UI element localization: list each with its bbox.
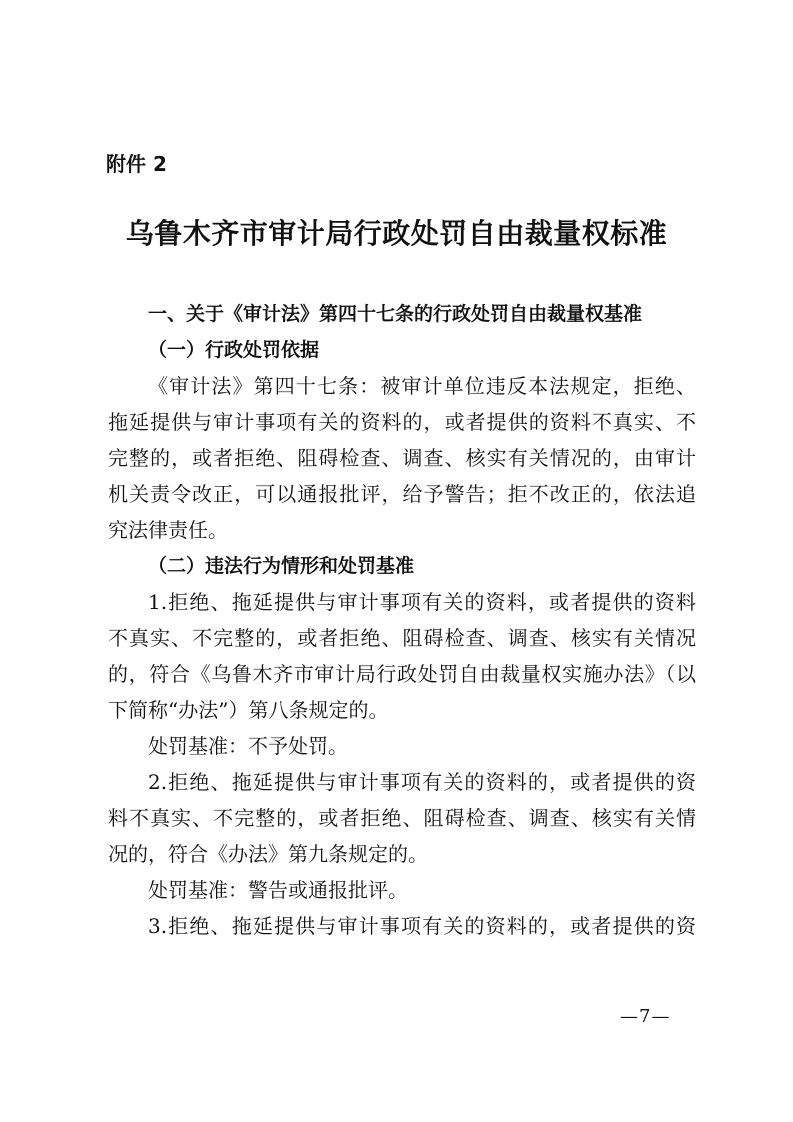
- paragraph-line: 况的，符合《办法》第九条规定的。: [108, 842, 428, 866]
- paragraph-line: 料不真实、不完整的，或者拒绝、阻碍检查、调查、核实有关情: [108, 806, 696, 830]
- document-body: [108, 296, 696, 944]
- item-2-penalty: 处罚基准：警告或通报批评。: [148, 878, 408, 902]
- paragraph-line: 完整的，或者拒绝、阻碍检查、调查、核实有关情况的，由审计: [108, 446, 696, 470]
- paragraph-line: 3.拒绝、拖延提供与审计事项有关的资料的，或者提供的资: [148, 914, 696, 938]
- subsection-heading-circumstances: （二）违法行为情形和处罚基准: [148, 555, 415, 577]
- item-3-paragraph: [108, 908, 696, 944]
- paragraph-line: 机关责令改正，可以通报批评，给予警告；拒不改正的，依法追: [108, 482, 696, 506]
- paragraph-line: 的，符合《乌鲁木齐市审计局行政处罚自由裁量权实施办法》（以: [108, 662, 696, 686]
- item-1-paragraph: [108, 584, 696, 728]
- paragraph-line: 1.拒绝、拖延提供与审计事项有关的资料，或者提供的资料: [148, 590, 696, 614]
- attachment-label: 附件 2: [106, 152, 167, 176]
- paragraph-line: 不真实、不完整的，或者拒绝、阻碍检查、调查、核实有关情况: [108, 626, 696, 650]
- section-heading: 一、关于《审计法》第四十七条的行政处罚自由裁量权基准: [148, 303, 643, 325]
- subsection-heading-basis: （一）行政处罚依据: [148, 339, 320, 361]
- paragraph-line: 《审计法》第四十七条：被审计单位违反本法规定，拒绝、: [148, 374, 696, 398]
- item-2-paragraph: [108, 764, 696, 872]
- paragraph-line: 2.拒绝、拖延提供与审计事项有关的资料的，或者提供的资: [148, 770, 696, 794]
- paragraph-line: 下简称“办法”）第八条规定的。: [108, 698, 389, 722]
- paragraph-line: 究法律责任。: [108, 518, 228, 542]
- basis-paragraph: [108, 368, 696, 548]
- document-title: 乌鲁木齐市审计局行政处罚自由裁量权标准: [125, 217, 668, 250]
- item-1-penalty: 处罚基准：不予处罚。: [148, 734, 348, 758]
- paragraph-line: 拖延提供与审计事项有关的资料的，或者提供的资料不真实、不: [108, 410, 696, 434]
- page-number: —7—: [620, 1006, 671, 1027]
